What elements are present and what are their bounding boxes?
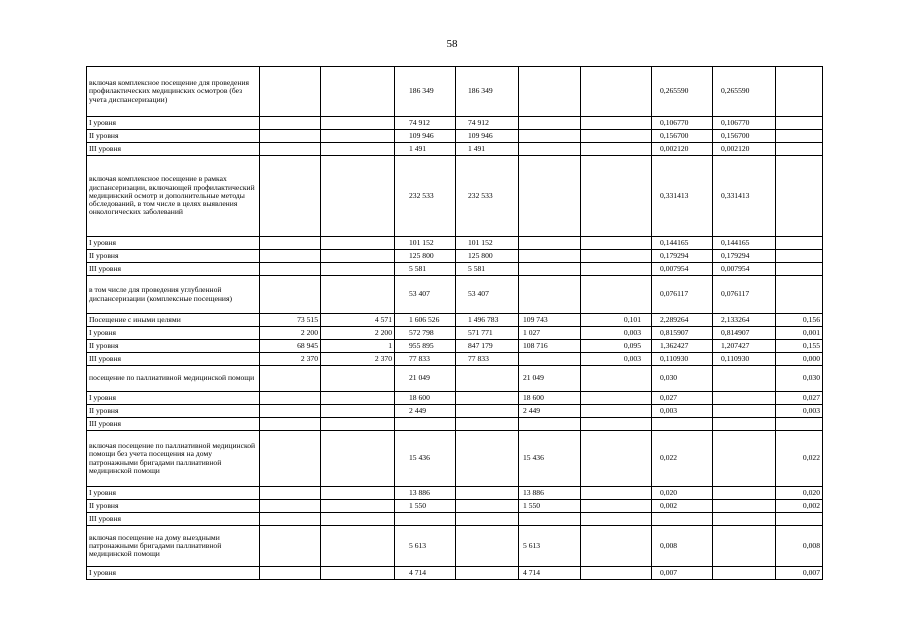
cell-c2: 2 370 <box>260 353 321 366</box>
cell-c4: 74 912 <box>395 117 456 130</box>
cell-c7: 0,003 <box>581 353 652 366</box>
cell-c10: 0,008 <box>776 526 823 567</box>
cell-c6 <box>519 237 581 250</box>
cell-c9: 0,331413 <box>713 156 776 237</box>
cell-c9: 0,265590 <box>713 67 776 117</box>
cell-c10: 0,007 <box>776 567 823 580</box>
cell-c10 <box>776 418 823 431</box>
cell-c8: 0,002120 <box>652 143 713 156</box>
cell-c8: 0,030 <box>652 366 713 392</box>
table-row <box>87 327 823 340</box>
cell-c5 <box>456 431 519 487</box>
cell-c4: 125 800 <box>395 250 456 263</box>
cell-c9: 0,179294 <box>713 250 776 263</box>
row-label: включая посещение на дому выездными патронажными бригадами паллиативной медицинской помощи <box>87 526 260 567</box>
cell-c6: 4 714 <box>519 567 581 580</box>
cell-c9: 0,156700 <box>713 130 776 143</box>
cell-c4: 77 833 <box>395 353 456 366</box>
cell-c5 <box>456 513 519 526</box>
cell-c8: 0,007954 <box>652 263 713 276</box>
cell-c7 <box>581 143 652 156</box>
cell-c5 <box>456 526 519 567</box>
cell-c4: 1 606 526 <box>395 314 456 327</box>
table-row <box>87 405 823 418</box>
row-label: I уровня <box>87 117 260 130</box>
cell-c2 <box>260 237 321 250</box>
cell-c6 <box>519 156 581 237</box>
row-label: II уровня <box>87 500 260 513</box>
table-row <box>87 431 823 487</box>
cell-c9 <box>713 513 776 526</box>
cell-c5: 232 533 <box>456 156 519 237</box>
table-row <box>87 567 823 580</box>
row-label: III уровня <box>87 353 260 366</box>
cell-c2 <box>260 156 321 237</box>
cell-c5 <box>456 567 519 580</box>
cell-c2: 73 515 <box>260 314 321 327</box>
cell-c6 <box>519 117 581 130</box>
row-label: III уровня <box>87 143 260 156</box>
cell-c4 <box>395 418 456 431</box>
cell-c3 <box>321 513 395 526</box>
cell-c4: 18 600 <box>395 392 456 405</box>
cell-c8: 0,076117 <box>652 276 713 314</box>
row-label: I уровня <box>87 327 260 340</box>
cell-c3 <box>321 366 395 392</box>
table-row <box>87 250 823 263</box>
cell-c2 <box>260 431 321 487</box>
row-label: Посещение с иными целями <box>87 314 260 327</box>
cell-c10 <box>776 237 823 250</box>
table-row <box>87 117 823 130</box>
cell-c5 <box>456 418 519 431</box>
table-row <box>87 487 823 500</box>
cell-c10: 0,000 <box>776 353 823 366</box>
cell-c4: 101 152 <box>395 237 456 250</box>
cell-c6: 21 049 <box>519 366 581 392</box>
cell-c3 <box>321 392 395 405</box>
cell-c5: 109 946 <box>456 130 519 143</box>
cell-c10: 0,002 <box>776 500 823 513</box>
cell-c4: 5 613 <box>395 526 456 567</box>
table-row <box>87 263 823 276</box>
cell-c3 <box>321 418 395 431</box>
cell-c2 <box>260 250 321 263</box>
data-table <box>86 66 823 580</box>
cell-c3 <box>321 567 395 580</box>
cell-c5: 5 581 <box>456 263 519 276</box>
cell-c4: 53 407 <box>395 276 456 314</box>
cell-c7 <box>581 250 652 263</box>
table-row <box>87 340 823 353</box>
cell-c7 <box>581 526 652 567</box>
cell-c10: 0,030 <box>776 366 823 392</box>
cell-c5 <box>456 487 519 500</box>
cell-c6: 108 716 <box>519 340 581 353</box>
row-label: II уровня <box>87 250 260 263</box>
cell-c7 <box>581 276 652 314</box>
cell-c3 <box>321 500 395 513</box>
cell-c7 <box>581 405 652 418</box>
cell-c9 <box>713 500 776 513</box>
cell-c8: 0,144165 <box>652 237 713 250</box>
cell-c9: 1,207427 <box>713 340 776 353</box>
cell-c5 <box>456 392 519 405</box>
cell-c7 <box>581 392 652 405</box>
cell-c5: 1 496 783 <box>456 314 519 327</box>
cell-c2 <box>260 366 321 392</box>
cell-c6 <box>519 250 581 263</box>
table-row <box>87 276 823 314</box>
table-row <box>87 513 823 526</box>
table-row <box>87 156 823 237</box>
cell-c4: 1 491 <box>395 143 456 156</box>
cell-c6: 2 449 <box>519 405 581 418</box>
cell-c4: 109 946 <box>395 130 456 143</box>
cell-c4 <box>395 513 456 526</box>
cell-c6: 5 613 <box>519 526 581 567</box>
cell-c2 <box>260 130 321 143</box>
cell-c10 <box>776 250 823 263</box>
cell-c2 <box>260 405 321 418</box>
cell-c2 <box>260 567 321 580</box>
cell-c6 <box>519 353 581 366</box>
cell-c6 <box>519 418 581 431</box>
cell-c3 <box>321 487 395 500</box>
row-label: включая комплексное посещение для проведения профилактических медицинских осмотров (без учета диспансеризации) <box>87 67 260 117</box>
cell-c2 <box>260 67 321 117</box>
cell-c3 <box>321 156 395 237</box>
cell-c2: 2 200 <box>260 327 321 340</box>
cell-c4: 2 449 <box>395 405 456 418</box>
table-row <box>87 143 823 156</box>
cell-c2 <box>260 513 321 526</box>
cell-c8: 0,027 <box>652 392 713 405</box>
cell-c9 <box>713 567 776 580</box>
table-row <box>87 418 823 431</box>
table-row <box>87 366 823 392</box>
cell-c4: 186 349 <box>395 67 456 117</box>
row-label: II уровня <box>87 340 260 353</box>
cell-c3: 1 <box>321 340 395 353</box>
cell-c7 <box>581 366 652 392</box>
cell-c9 <box>713 431 776 487</box>
cell-c9: 0,106770 <box>713 117 776 130</box>
cell-c9 <box>713 405 776 418</box>
cell-c2 <box>260 143 321 156</box>
cell-c7 <box>581 263 652 276</box>
cell-c3 <box>321 263 395 276</box>
cell-c2 <box>260 487 321 500</box>
cell-c6: 109 743 <box>519 314 581 327</box>
cell-c5: 125 800 <box>456 250 519 263</box>
row-label: II уровня <box>87 130 260 143</box>
page-number: 58 <box>446 38 458 50</box>
cell-c8: 0,022 <box>652 431 713 487</box>
row-label: I уровня <box>87 567 260 580</box>
cell-c4: 13 886 <box>395 487 456 500</box>
cell-c10: 0,027 <box>776 392 823 405</box>
table-row <box>87 130 823 143</box>
cell-c9: 0,814907 <box>713 327 776 340</box>
cell-c7 <box>581 513 652 526</box>
row-label: III уровня <box>87 418 260 431</box>
cell-c8: 0,002 <box>652 500 713 513</box>
row-label: I уровня <box>87 237 260 250</box>
cell-c7 <box>581 156 652 237</box>
cell-c7 <box>581 567 652 580</box>
cell-c7 <box>581 418 652 431</box>
cell-c7 <box>581 67 652 117</box>
cell-c8: 0,007 <box>652 567 713 580</box>
cell-c8: 0,179294 <box>652 250 713 263</box>
cell-c9: 0,144165 <box>713 237 776 250</box>
cell-c5 <box>456 366 519 392</box>
cell-c10: 0,155 <box>776 340 823 353</box>
cell-c5: 847 179 <box>456 340 519 353</box>
cell-c9: 0,076117 <box>713 276 776 314</box>
cell-c4: 21 049 <box>395 366 456 392</box>
table-row <box>87 67 823 117</box>
cell-c9 <box>713 526 776 567</box>
cell-c8: 0,265590 <box>652 67 713 117</box>
cell-c6 <box>519 143 581 156</box>
cell-c8: 0,008 <box>652 526 713 567</box>
cell-c3 <box>321 276 395 314</box>
cell-c3 <box>321 526 395 567</box>
cell-c6 <box>519 276 581 314</box>
cell-c3: 2 200 <box>321 327 395 340</box>
row-label: I уровня <box>87 487 260 500</box>
cell-c8 <box>652 418 713 431</box>
cell-c3: 2 370 <box>321 353 395 366</box>
cell-c10: 0,022 <box>776 431 823 487</box>
cell-c2 <box>260 263 321 276</box>
cell-c4: 4 714 <box>395 567 456 580</box>
cell-c7 <box>581 117 652 130</box>
cell-c8: 1,362427 <box>652 340 713 353</box>
cell-c7: 0,101 <box>581 314 652 327</box>
cell-c7 <box>581 431 652 487</box>
cell-c7: 0,003 <box>581 327 652 340</box>
table-body <box>87 67 823 580</box>
cell-c4: 572 798 <box>395 327 456 340</box>
cell-c9 <box>713 366 776 392</box>
cell-c9: 0,007954 <box>713 263 776 276</box>
row-label: III уровня <box>87 263 260 276</box>
cell-c2: 68 945 <box>260 340 321 353</box>
cell-c3 <box>321 250 395 263</box>
cell-c9: 0,002120 <box>713 143 776 156</box>
cell-c7: 0,095 <box>581 340 652 353</box>
cell-c6: 13 886 <box>519 487 581 500</box>
table-row <box>87 314 823 327</box>
cell-c3 <box>321 237 395 250</box>
row-label: посещение по паллиативной медицинской помощи <box>87 366 260 392</box>
table-row <box>87 526 823 567</box>
cell-c9 <box>713 418 776 431</box>
cell-c7 <box>581 500 652 513</box>
cell-c8: 0,106770 <box>652 117 713 130</box>
cell-c2 <box>260 276 321 314</box>
cell-c3 <box>321 431 395 487</box>
cell-c10 <box>776 263 823 276</box>
cell-c7 <box>581 237 652 250</box>
cell-c6: 1 550 <box>519 500 581 513</box>
cell-c8: 0,020 <box>652 487 713 500</box>
cell-c2 <box>260 526 321 567</box>
cell-c10: 0,156 <box>776 314 823 327</box>
cell-c2 <box>260 500 321 513</box>
cell-c8: 2,289264 <box>652 314 713 327</box>
cell-c4: 15 436 <box>395 431 456 487</box>
cell-c8: 0,815907 <box>652 327 713 340</box>
cell-c10: 0,020 <box>776 487 823 500</box>
cell-c10 <box>776 117 823 130</box>
cell-c7 <box>581 487 652 500</box>
row-label: I уровня <box>87 392 260 405</box>
cell-c8: 0,003 <box>652 405 713 418</box>
row-label: включая комплексное посещение в рамках диспансеризации, включающей профилактический медицинский осмотр и дополнительные методы обследований, в том числе в целях выявления онкологических заболеваний <box>87 156 260 237</box>
row-label: III уровня <box>87 513 260 526</box>
cell-c3 <box>321 130 395 143</box>
cell-c10 <box>776 143 823 156</box>
cell-c4: 955 895 <box>395 340 456 353</box>
cell-c10: 0,001 <box>776 327 823 340</box>
cell-c3 <box>321 143 395 156</box>
cell-c5: 101 152 <box>456 237 519 250</box>
cell-c2 <box>260 392 321 405</box>
cell-c10 <box>776 156 823 237</box>
cell-c6 <box>519 130 581 143</box>
cell-c4: 232 533 <box>395 156 456 237</box>
cell-c10 <box>776 130 823 143</box>
cell-c10: 0,003 <box>776 405 823 418</box>
cell-c9: 0,110930 <box>713 353 776 366</box>
cell-c5: 53 407 <box>456 276 519 314</box>
cell-c6 <box>519 263 581 276</box>
cell-c10 <box>776 276 823 314</box>
cell-c9 <box>713 392 776 405</box>
row-label: в том числе для проведения углубленной диспансеризации (комплексные посещения) <box>87 276 260 314</box>
cell-c5 <box>456 500 519 513</box>
cell-c6: 15 436 <box>519 431 581 487</box>
cell-c3 <box>321 405 395 418</box>
cell-c2 <box>260 117 321 130</box>
cell-c7 <box>581 130 652 143</box>
cell-c8 <box>652 513 713 526</box>
cell-c5 <box>456 405 519 418</box>
cell-c9 <box>713 487 776 500</box>
cell-c8: 0,110930 <box>652 353 713 366</box>
cell-c4: 1 550 <box>395 500 456 513</box>
cell-c6 <box>519 67 581 117</box>
cell-c4: 5 581 <box>395 263 456 276</box>
cell-c3 <box>321 117 395 130</box>
cell-c9: 2,133264 <box>713 314 776 327</box>
table-row <box>87 237 823 250</box>
row-label: включая посещение по паллиативной медицинской помощи без учета посещения на дому патронажными бригадами паллиативной медицинской помощи <box>87 431 260 487</box>
cell-c8: 0,156700 <box>652 130 713 143</box>
cell-c6: 18 600 <box>519 392 581 405</box>
table-row <box>87 392 823 405</box>
cell-c5: 77 833 <box>456 353 519 366</box>
cell-c5: 571 771 <box>456 327 519 340</box>
cell-c10 <box>776 67 823 117</box>
cell-c5: 186 349 <box>456 67 519 117</box>
cell-c5: 1 491 <box>456 143 519 156</box>
cell-c3 <box>321 67 395 117</box>
cell-c5: 74 912 <box>456 117 519 130</box>
row-label: II уровня <box>87 405 260 418</box>
cell-c6 <box>519 513 581 526</box>
cell-c10 <box>776 513 823 526</box>
table-row <box>87 500 823 513</box>
cell-c3: 4 571 <box>321 314 395 327</box>
cell-c6: 1 027 <box>519 327 581 340</box>
cell-c8: 0,331413 <box>652 156 713 237</box>
table-row <box>87 353 823 366</box>
cell-c2 <box>260 418 321 431</box>
